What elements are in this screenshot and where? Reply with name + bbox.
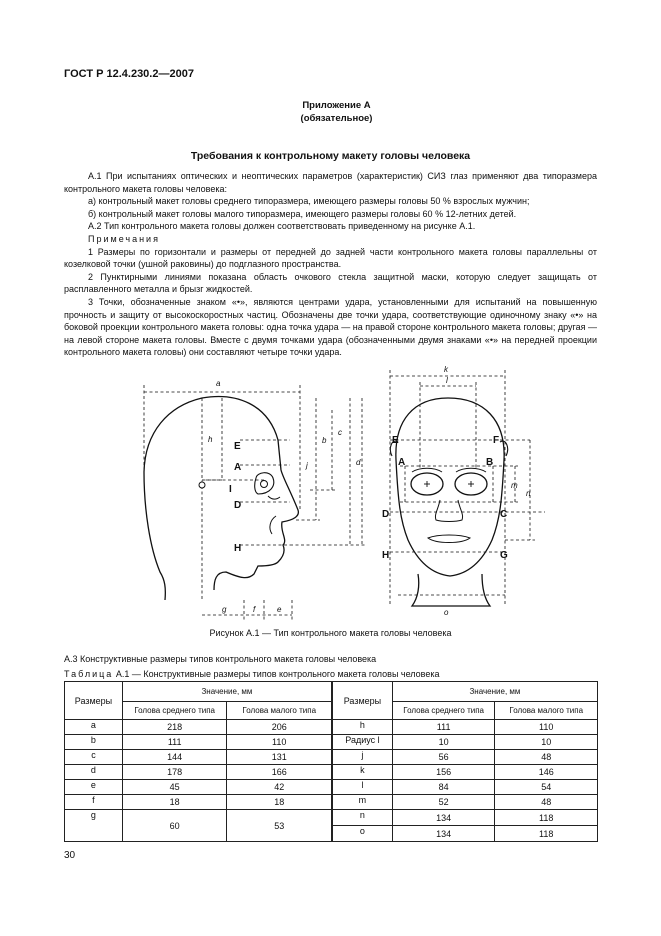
document-id: ГОСТ Р 12.4.230.2—2007: [64, 68, 194, 80]
front-label-a: A: [398, 457, 406, 468]
dim-e-label: e: [277, 605, 282, 614]
front-label-g: G: [500, 550, 508, 561]
front-label-d: D: [382, 509, 390, 520]
table-row: [333, 765, 598, 780]
body-text: [64, 170, 597, 359]
table-row: [333, 810, 598, 826]
note-3: 3 Точки, обозначенные знаком «•», являются центрами удара, установленными для испытаний на повышенную прочность и защиту от высокоскоростных частиц. Обозначены две точки удара, соответствующие одиночному знаку «•» на боковой проекции контрольного макета головы: одна точка удара — на правой стороне контрольного макета головы; другая — на левой стороне макета головы. Вместе с двумя точками удара (обозначенными двумя знаками «•» на передней проекции контрольного макета головы) они составляют четыре точки удара.: [64, 296, 597, 358]
cell-medium: 18: [122, 795, 227, 810]
dim-g-label: g: [222, 605, 227, 614]
cell-small: 53: [227, 810, 332, 842]
table-row: [65, 750, 332, 765]
table-caption: [64, 669, 440, 679]
table-row: [65, 720, 332, 735]
front-brow-left: [412, 468, 442, 472]
cell-medium: 111: [122, 735, 227, 750]
appendix-title: Приложение А: [302, 100, 371, 111]
dim-c-label: c: [338, 428, 342, 437]
cell-size: g: [65, 810, 123, 842]
front-nose: [435, 500, 462, 522]
side-head-outline: [144, 397, 298, 590]
front-label-f: F: [493, 435, 500, 446]
cell-medium: 134: [392, 826, 495, 842]
section-title: Требования к контрольному макету головы человека: [190, 150, 471, 162]
cell-size: l: [333, 780, 393, 795]
paragraph-a1: А.1 При испытаниях оптических и неоптических параметров (характеристик) СИЗ глаз применяют два типоразмера контрольного макета головы человека:: [64, 171, 597, 194]
cell-small: 206: [227, 720, 332, 735]
table-row: [65, 765, 332, 780]
cell-small: 146: [495, 765, 598, 780]
col-header-value: Значение, мм: [122, 682, 331, 702]
section-a3: А.3 Конструктивные размеры типов контрольного макета головы человека: [64, 654, 377, 664]
cell-size: n: [333, 810, 393, 826]
front-label-b: B: [486, 457, 494, 468]
table-caption-prefix: Таблица: [64, 669, 114, 679]
table-caption-text: А.1 — Конструктивные размеры типов контрольного макета головы человека: [115, 669, 440, 679]
cell-size: d: [65, 765, 123, 780]
cell-medium: 60: [122, 810, 227, 842]
table-row: [65, 735, 332, 750]
dim-d-label: d: [356, 458, 361, 467]
cell-size: h: [333, 720, 393, 735]
note-1: 1 Размеры по горизонтали и размеры от передней до задней части контрольного макета головы параллельны от козелковой точки (ушной раковины) до подглазного пространства.: [64, 246, 597, 270]
head-form-figure: [0, 360, 661, 628]
dim-h-label: h: [208, 435, 213, 444]
table-row: [333, 780, 598, 795]
front-mouth: [428, 535, 470, 543]
col-header-value: Значение, мм: [392, 682, 597, 702]
col-header-size: Размеры: [65, 682, 123, 720]
cell-small: 131: [227, 750, 332, 765]
cell-size: k: [333, 765, 393, 780]
cell-small: 110: [495, 720, 598, 735]
cell-small: 166: [227, 765, 332, 780]
cell-small: 42: [227, 780, 332, 795]
cell-medium: 84: [392, 780, 495, 795]
cell-size: j: [333, 750, 393, 765]
side-mouth: [270, 516, 276, 534]
table-row: [333, 720, 598, 735]
notes-title: Примечания: [88, 233, 160, 244]
cell-small: 54: [495, 780, 598, 795]
paragraph-a1-b: б) контрольный макет головы малого типоразмера, имеющего размеры головы 60 % 12-летних детей.: [88, 208, 517, 219]
front-label-c: C: [500, 509, 508, 520]
cell-medium: 10: [392, 735, 495, 750]
table-row: [65, 780, 332, 795]
cell-medium: 45: [122, 780, 227, 795]
dim-m-label: m: [511, 481, 518, 490]
side-ear: [255, 473, 274, 494]
col-header-medium: Голова среднего типа: [122, 702, 227, 720]
side-ear-canal: [261, 481, 268, 488]
side-dimension-lines: [144, 385, 366, 620]
dim-a-label: a: [216, 379, 221, 388]
cell-size: b: [65, 735, 123, 750]
col-header-size: Размеры: [333, 682, 393, 720]
table-row: [333, 735, 598, 750]
table-left-body: [65, 720, 332, 842]
cell-small: 18: [227, 795, 332, 810]
front-label-h: H: [382, 550, 390, 561]
front-brow-right: [456, 468, 486, 472]
table-row: [333, 826, 598, 842]
cell-medium: 52: [392, 795, 495, 810]
dim-o-label: o: [444, 608, 449, 617]
dim-f-label: f: [253, 605, 256, 614]
side-neck-back: [144, 472, 165, 600]
size-table-left: [64, 681, 332, 842]
front-neck: [412, 574, 490, 606]
cell-medium: 134: [392, 810, 495, 826]
cell-small: 118: [495, 810, 598, 826]
col-header-small: Голова малого типа: [495, 702, 598, 720]
dim-k-label: k: [444, 365, 448, 374]
front-labels: [382, 365, 531, 617]
side-label-d: D: [234, 500, 242, 511]
cell-medium: 156: [392, 765, 495, 780]
cell-small: 48: [495, 795, 598, 810]
cell-medium: 144: [122, 750, 227, 765]
appendix-heading: [0, 99, 661, 125]
dim-j-label: j: [306, 461, 308, 470]
figure-caption: Рисунок А.1 — Тип контрольного макета головы человека: [209, 628, 452, 638]
cell-small: 10: [495, 735, 598, 750]
cell-size: m: [333, 795, 393, 810]
side-view: [144, 397, 298, 600]
cell-size: Радиус l: [333, 735, 393, 750]
cell-medium: 111: [392, 720, 495, 735]
page-number: 30: [64, 850, 76, 861]
col-header-medium: Голова среднего типа: [392, 702, 495, 720]
cell-small: 48: [495, 750, 598, 765]
table-right-body: [333, 720, 598, 842]
cell-medium: 218: [122, 720, 227, 735]
cell-medium: 56: [392, 750, 495, 765]
side-labels: [208, 379, 361, 614]
table-row: [65, 795, 332, 810]
note-2: 2 Пунктирными линиями показана область очкового стекла защитной маски, которую следует защищать от расплавленного металла и брызг жидкостей.: [64, 271, 597, 295]
cell-size: f: [65, 795, 123, 810]
col-header-small: Голова малого типа: [227, 702, 332, 720]
side-eye: [268, 496, 280, 499]
dim-n-label: n: [526, 489, 531, 498]
cell-size: o: [333, 826, 393, 842]
paragraph-a2: А.2 Тип контрольного макета головы должен соответствовать приведенному на рисунке А.1.: [88, 221, 476, 232]
size-table-right: [332, 681, 598, 842]
side-label-h: H: [234, 543, 242, 554]
dim-b-label: b: [322, 436, 327, 445]
cell-medium: 178: [122, 765, 227, 780]
side-impact-point: [199, 482, 205, 488]
cell-size: e: [65, 780, 123, 795]
cell-size: c: [65, 750, 123, 765]
dim-l-label: l: [446, 376, 448, 385]
cell-small: 118: [495, 826, 598, 842]
cell-size: a: [65, 720, 123, 735]
table-row: [333, 795, 598, 810]
table-row: [333, 750, 598, 765]
side-label-a: A: [234, 462, 242, 473]
paragraph-a1-a: а) контрольный макет головы среднего типоразмера, имеющего размеры головы 50 % взрослых мужчин;: [88, 196, 530, 207]
table-row: [65, 810, 332, 842]
cell-small: 110: [227, 735, 332, 750]
side-label-i: I: [229, 484, 232, 495]
front-label-e: E: [392, 435, 399, 446]
side-label-e: E: [234, 441, 241, 452]
appendix-status: (обязательное): [300, 113, 373, 124]
front-impact-points: [424, 481, 474, 487]
